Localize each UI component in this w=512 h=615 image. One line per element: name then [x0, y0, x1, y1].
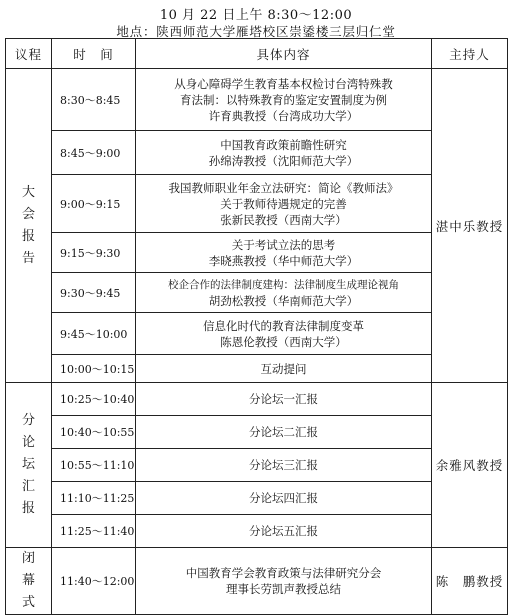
- column-header-host: 主持人: [432, 39, 508, 69]
- content-cell: 从身心障碍学生教育基本权检讨台湾特殊教 育法制：以特殊教育的鉴定安置制度为例 许育典教授（台湾成功大学）: [136, 69, 432, 131]
- content-cell: 关于考试立法的思考 李晓燕教授（华中师范大学）: [136, 233, 432, 273]
- host-plenary: 湛中乐教授: [432, 69, 508, 383]
- column-header-agenda: 议程: [6, 39, 52, 69]
- session-name-closing: 闭 幕 式: [6, 548, 52, 615]
- time-cell: 11:10～11:25: [52, 482, 136, 515]
- content-cell: 中国教育政策前瞻性研究 孙绵涛教授（沈阳师范大学）: [136, 131, 432, 175]
- time-cell: 10:55～11:10: [52, 449, 136, 482]
- time-cell: 9:15～9:30: [52, 233, 136, 273]
- content-cell: 信息化时代的教育法律制度变革 陈恩伦教授（西南大学）: [136, 313, 432, 355]
- content-cell: 分论坛一汇报: [136, 383, 432, 416]
- content-cell: 分论坛三汇报: [136, 449, 432, 482]
- table-row: [6, 548, 508, 615]
- session-name-forum: 分 论 坛 汇 报: [6, 383, 52, 548]
- table-row: [6, 383, 508, 416]
- host-forum: 余雅风教授: [432, 383, 508, 548]
- content-cell: 分论坛五汇报: [136, 515, 432, 548]
- content-cell: 校企合作的法律制度建构：法律制度生成理论视角 胡劲松教授（华南师范大学）: [136, 273, 432, 313]
- time-cell: 10:25～10:40: [52, 383, 136, 416]
- time-cell: 11:25～11:40: [52, 515, 136, 548]
- column-header-time: 时 间: [52, 39, 136, 69]
- time-cell: 9:45～10:00: [52, 313, 136, 355]
- time-cell: 9:00～9:15: [52, 175, 136, 233]
- content-cell: 分论坛四汇报: [136, 482, 432, 515]
- content-cell: 互动提问: [136, 355, 432, 383]
- table-header-row: [6, 39, 508, 69]
- schedule-table: [5, 38, 508, 615]
- host-closing: 陈 鹏教授: [432, 548, 508, 615]
- time-cell: 9:30～9:45: [52, 273, 136, 313]
- time-cell: 8:30～8:45: [52, 69, 136, 131]
- time-cell: 11:40～12:00: [52, 548, 136, 615]
- date-line: 10 月 22 日上午 8:30～12:00: [159, 8, 353, 23]
- session-name-plenary: 大 会 报 告: [6, 69, 52, 383]
- time-cell: 8:45～9:00: [52, 131, 136, 175]
- table-row: [6, 69, 508, 131]
- content-cell: 我国教师职业年金立法研究：简论《教师法》 关于教师待遇规定的完善 张新民教授（西南大学）: [136, 175, 432, 233]
- time-cell: 10:00～10:15: [52, 355, 136, 383]
- content-cell: 分论坛二汇报: [136, 416, 432, 449]
- venue-line: 地点：陕西师范大学雁塔校区崇鋈楼三层归仁堂: [116, 24, 396, 39]
- column-header-content: 具体内容: [136, 39, 432, 69]
- time-cell: 10:40～10:55: [52, 416, 136, 449]
- content-cell: 中国教育学会教育政策与法律研究分会 理事长劳凯声教授总结: [136, 548, 432, 615]
